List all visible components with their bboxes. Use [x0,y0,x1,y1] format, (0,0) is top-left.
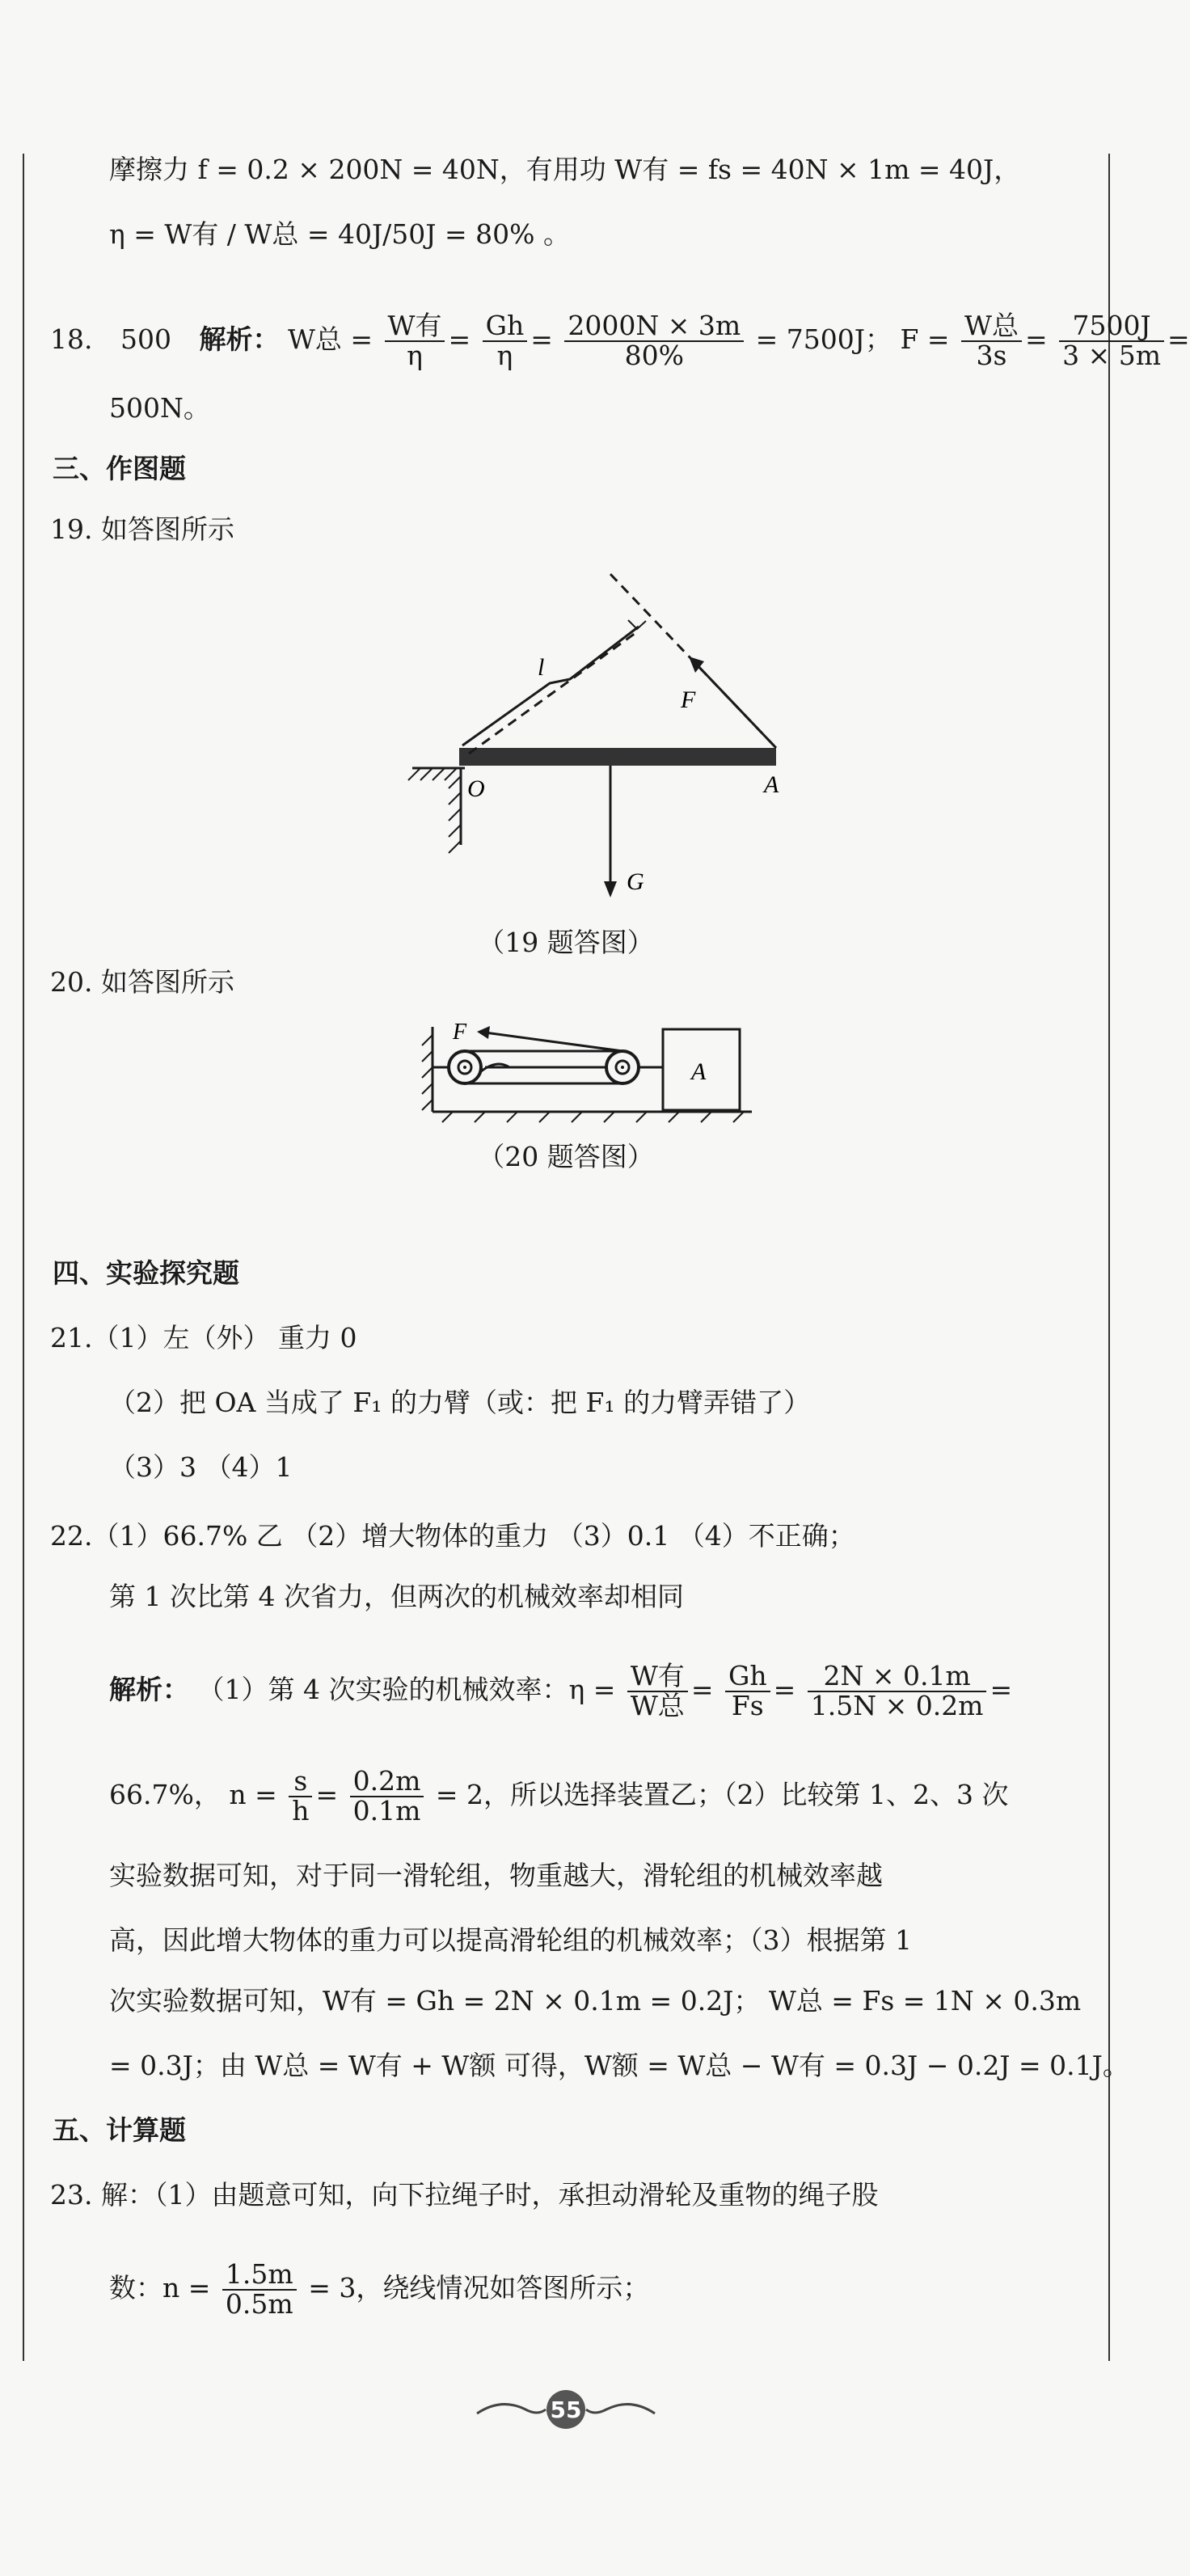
q23-line-1: 23. 解：（1）由题意可知，向下拉绳子时，承担动滑轮及重物的绳子股 [50,2179,879,2211]
q22-row-4: 66.7%， n = $\frac{s}{h}$ = $\frac{0.2m}{0.1m}$ = 2，所以选择装置乙；（2）比较第 1、2、3 次 [109,1765,1009,1826]
q21-line-3: （3）3 （4）1 [109,1451,293,1483]
fig20-pulley-diagram [420,1015,760,1128]
q23-text-2b: = 3，绕线情况如答图所示； [308,2272,650,2304]
q22-line-7: 次实验数据可知，W有 = Gh = 2N × 0.1m = 0.2J； W总 = Fs = 1N × 0.3m [109,1985,1082,2016]
fig19-caption: （19 题答图） [478,927,654,958]
q18-frac-3: $\frac{2000N \times 3m}{80\%}$ [564,312,744,370]
fig19-lever-diagram [396,566,817,922]
q22-text-4a: 66.7%， n = [109,1779,277,1810]
force-f-arrowhead-2 [477,1026,490,1039]
q19-text: 19. 如答图所示 [50,513,234,545]
q18-frac-4: $\frac{\text{W总}}{3s}$ [961,312,1022,370]
q22-line-5: 实验数据可知，对于同一滑轮组，物重越大，滑轮组的机械效率越 [109,1860,883,1891]
fig20-label-a: A [691,1058,707,1085]
q23-text-2a: 数：n = [109,2272,211,2304]
q18-text-a: W总 = [287,323,373,355]
q22-text-3a: （1）第 4 次实验的机械效率：η = [197,1674,616,1705]
label-point-o: O [467,775,485,802]
q18-number: 18. [50,323,93,355]
q18-end: 500N。 [109,392,210,424]
label-gravity-g: G [627,868,644,895]
q22-frac-2: $\frac{Gh}{Fs}$ [725,1662,770,1720]
q22-label: 解析： [109,1674,189,1705]
label-point-a: A [764,771,779,798]
q18-label: 解析： [199,323,280,355]
q22-line-2: 第 1 次比第 4 次省力，但两次的机械效率却相同 [109,1581,684,1612]
q23-frac-1: $\frac{1.5m}{0.5m}$ [222,2261,297,2318]
section-4-heading: 四、实验探究题 [53,1257,239,1289]
q22-line-1: 22.（1）66.7% 乙 （2）增大物体的重力 （3）0.1 （4）不正确； [50,1520,855,1552]
ornament-right-icon [586,2405,655,2413]
q18-frac-5: $\frac{7500J}{3 \times 5m}$ [1059,312,1164,370]
q22-analysis-row: 解析： （1）第 4 次实验的机械效率：η = $\frac{\text{W有}}{\text{W总}}$ = $\frac{Gh}{Fs}$ = $\frac{2N \times 0.1m}{1.5N \times 0.2m}$ = [109,1660,1013,1721]
page-number-badge [469,2385,663,2434]
q21-line-1: 21.（1）左（外） 重力 0 [50,1322,357,1353]
section-3-heading: 三、作图题 [53,453,186,484]
q22-frac-4: $\frac{s}{h}$ [289,1767,312,1825]
ornament-left-icon [477,2405,546,2413]
q18-text-b: = 7500J； F = [755,323,950,355]
q18-frac-1: $\frac{\text{W有}}{\eta}$ [385,312,445,370]
q21-line-2: （2）把 OA 当成了 F₁ 的力臂（或：把 F₁ 的力臂弄错了） [109,1387,811,1418]
q22-frac-3: $\frac{2N \times 0.1m}{1.5N \times 0.2m}$ [808,1662,987,1720]
q22-frac-5: $\frac{0.2m}{0.1m}$ [350,1767,424,1825]
line-efficiency: η = W有 / W总 = 40J/50J = 80% 。 [109,218,570,250]
q22-frac-1: $\frac{\text{W有}}{\text{W总}}$ [627,1662,688,1720]
page-number: 55 [550,2397,582,2423]
q18-row: 18. 500 解析： W总 = $\frac{\text{W有}}{\eta}$ = $\frac{Gh}{\eta}$ = $\frac{2000N \times 3m}{80\%}$ = 7500J； F = $\frac{\text{W总}}{3s}$ = $\frac{7500J}{3 \times 5m}$ = [50,310,1190,371]
q22-line-8: = 0.3J；由 W总 = W有 + W额 可得，W额 = W总 − W有 = 0.3J − 0.2J = 0.1J。 [109,2050,1129,2081]
q20-text: 20. 如答图所示 [50,966,234,998]
q22-line-6: 高，因此增大物体的重力可以提高滑轮组的机械效率；（3）根据第 1 [109,1924,912,1956]
fig20-caption: （20 题答图） [478,1141,654,1172]
left-margin-rule [23,154,24,2361]
q18-frac-2: $\frac{Gh}{\eta}$ [483,312,528,370]
q23-row-2 [109,2252,649,2325]
label-force-f: F [681,686,696,713]
q18-answer: 500 [120,323,171,355]
label-arm-l: l [538,654,545,681]
fig20-label-f: F [453,1020,467,1045]
q22-text-4b: = 2，所以选择装置乙；（2）比较第 1、2、3 次 [435,1779,1009,1810]
lever-bar [459,748,776,766]
right-margin-rule [1108,154,1110,2361]
section-5-heading: 五、计算题 [53,2114,186,2146]
line-friction: 摩擦力 f = 0.2 × 200N = 40N，有用功 W有 = fs = 40N × 1m = 40J， [109,154,1021,185]
force-g-arrowhead [604,881,617,897]
